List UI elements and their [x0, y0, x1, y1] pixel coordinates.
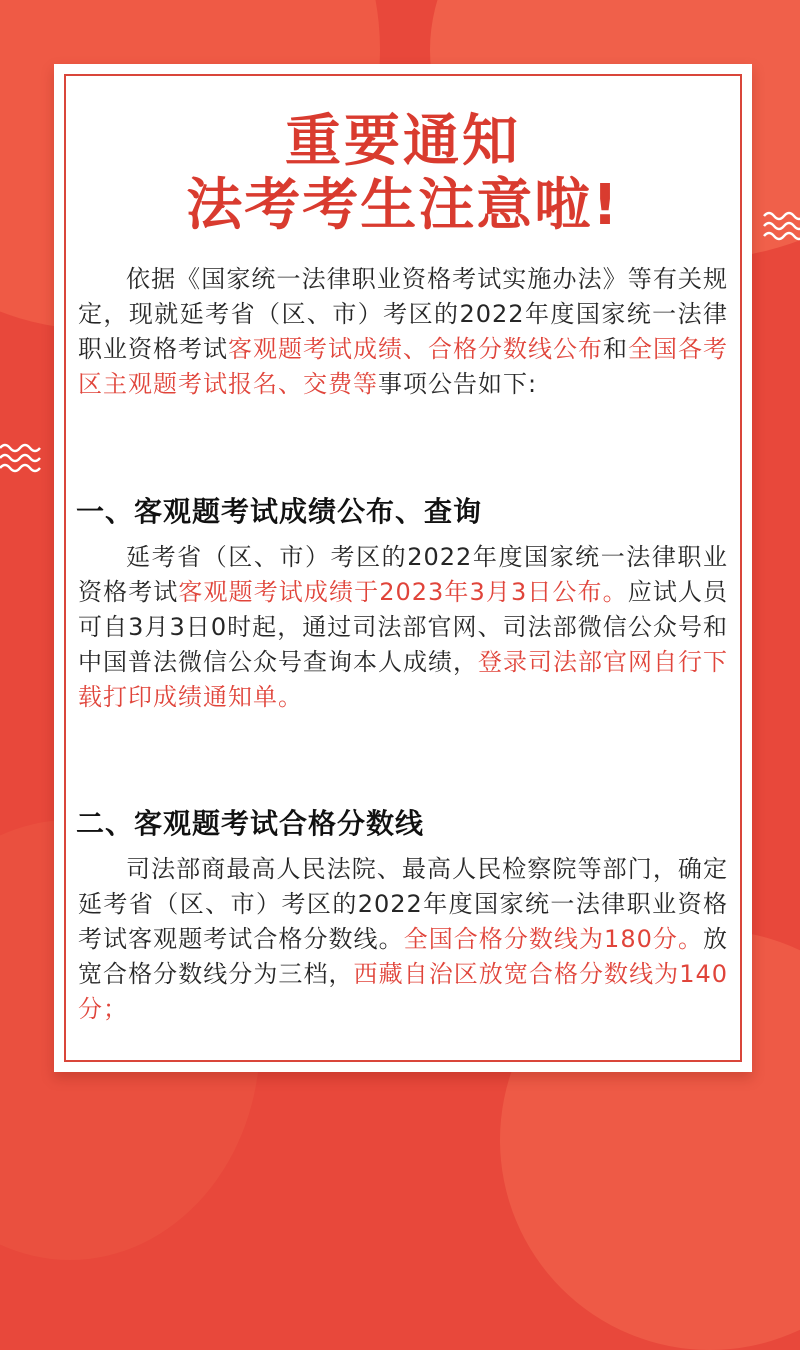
notice-subtitle: 法考考生注意啦! — [186, 173, 620, 238]
highlight-text: 登录司法部官网自行下载打印成绩通知单。 — [78, 648, 728, 711]
notice-title: 重要通知 — [285, 109, 521, 174]
highlight-text: 全国合格分数线为180分。 — [403, 925, 704, 953]
section1-paragraph: 延考省（区、市）考区的2022年度国家统一法律职业资格考试客观题考试成绩于2023年3月3日公布。应试人员可自3月3日0时起，通过司法部官网、司法部微信公众号和中国普法微信公众号查询本人成绩，登录司法部官网自行下载打印成绩通知单。 — [78, 543, 729, 711]
section2-paragraph: 司法部商最高人民法院、最高人民检察院等部门，确定延考省（区、市）考区的2022年度国家统一法律职业资格考试客观题考试合格分数线。全国合格分数线为180分。放宽合格分数线分为三档，西藏自治区放宽合格分数线为140分； — [78, 855, 729, 1023]
highlight-text: 全国各考区主观题考试报名、交费等 — [78, 335, 728, 398]
wave-decoration-left-icon — [0, 440, 44, 480]
wave-decoration-right-icon — [762, 208, 800, 248]
highlight-text: 客观题考试成绩于2023年3月3日公布。 — [178, 578, 628, 606]
section1-heading: 一、客观题考试成绩公布、查询 — [76, 495, 483, 528]
notice-card — [54, 64, 752, 1072]
section2-heading: 二、客观题考试合格分数线 — [76, 807, 425, 840]
highlight-text: 客观题考试成绩、合格分数线公布 — [228, 335, 603, 363]
highlight-text: 西藏自治区放宽合格分数线为140分； — [78, 960, 728, 1023]
intro-paragraph: 依据《国家统一法律职业资格考试实施办法》等有关规定，现就延考省（区、市）考区的2022年度国家统一法律职业资格考试客观题考试成绩、合格分数线公布和全国各考区主观题考试报名、交费等事项公告如下: — [78, 265, 728, 398]
